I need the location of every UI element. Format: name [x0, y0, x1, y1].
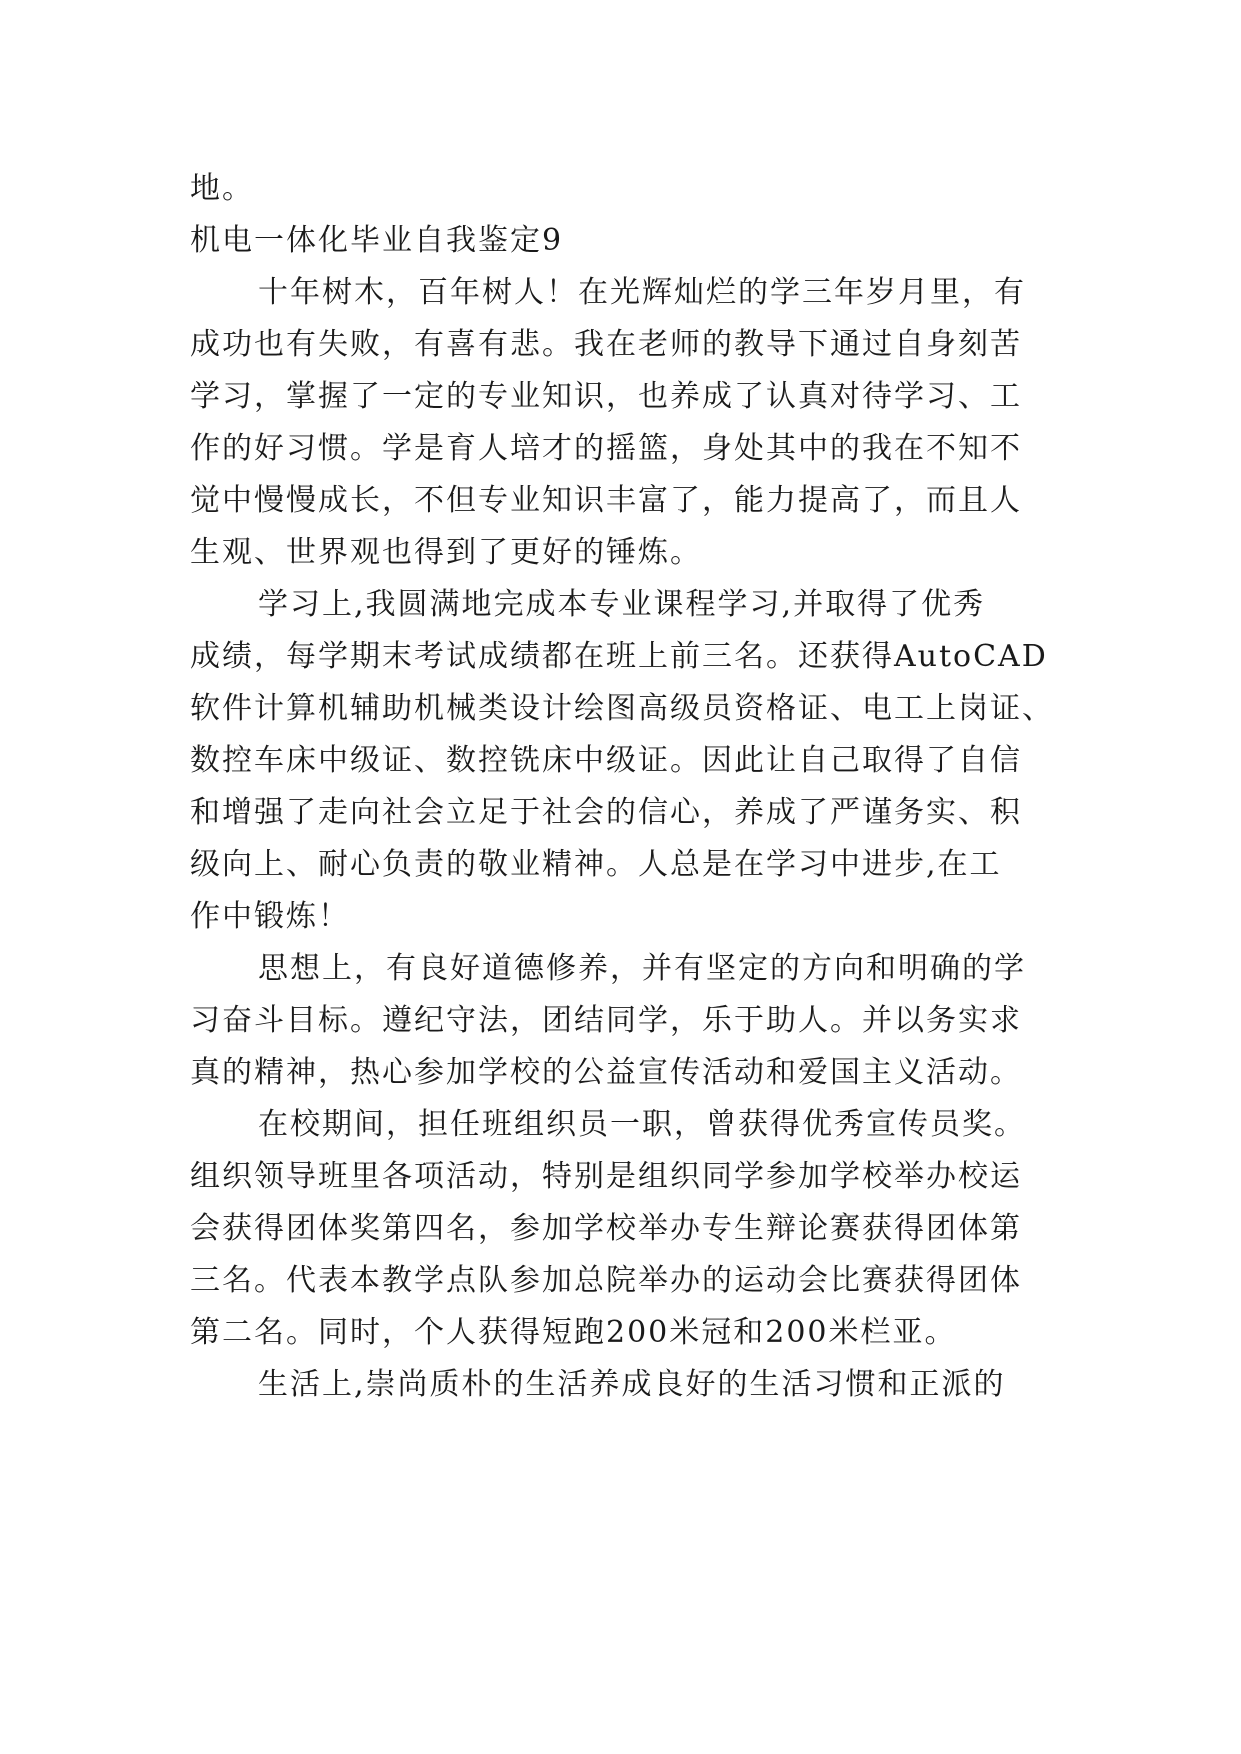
text-line: 在校期间，担任班组织员一职，曾获得优秀宣传员奖。 — [258, 1107, 1026, 1142]
text-line: 组织领导班里各项活动，特别是组织同学参加学校举办校运 — [190, 1159, 1022, 1194]
text-line: 级向上、耐心负责的敬业精神。人总是在学习中进步,在工 — [190, 847, 1002, 882]
text-line: 会获得团体奖第四名，参加学校举办专生辩论赛获得团体第 — [190, 1211, 1022, 1246]
text-line: 习奋斗目标。遵纪守法，团结同学，乐于助人。并以务实求 — [190, 1003, 1022, 1038]
text-line: 作中锻炼！ — [190, 899, 350, 934]
text-line: 学习，掌握了一定的专业知识，也养成了认真对待学习、工 — [190, 379, 1022, 414]
text-line: 思想上，有良好道德修养，并有坚定的方向和明确的学 — [258, 951, 1026, 986]
document-body — [190, 163, 1054, 1411]
text-line: 和增强了走向社会立足于社会的信心，养成了严谨务实、积 — [190, 795, 1022, 830]
text-line: 生观、世界观也得到了更好的锤炼。 — [190, 535, 702, 570]
text-line: 地。 — [190, 171, 254, 206]
text-line: 成绩，每学期末考试成绩都在班上前三名。还获得AutoCAD — [190, 639, 1048, 674]
text-line: 数控车床中级证、数控铣床中级证。因此让自己取得了自信 — [190, 743, 1022, 778]
text-line: 成功也有失败，有喜有悲。我在老师的教导下通过自身刻苦 — [190, 327, 1022, 362]
text-line: 生活上,崇尚质朴的生活养成良好的生活习惯和正派的 — [258, 1367, 1006, 1402]
text-line: 作的好习惯。学是育人培才的摇篮，身处其中的我在不知不 — [190, 431, 1022, 466]
text-line: 真的精神，热心参加学校的公益宣传活动和爱国主义活动。 — [190, 1055, 1022, 1090]
text-line: 十年树木，百年树人！在光辉灿烂的学三年岁月里，有 — [258, 275, 1026, 310]
text-line: 第二名。同时，个人获得短跑200米冠和200米栏亚。 — [190, 1315, 957, 1350]
section-title: 机电一体化毕业自我鉴定9 — [190, 223, 564, 258]
text-line: 学习上,我圆满地完成本专业课程学习,并取得了优秀 — [258, 587, 986, 622]
text-line: 软件计算机辅助机械类设计绘图高级员资格证、电工上岗证、 — [190, 691, 1054, 726]
text-line: 觉中慢慢成长，不但专业知识丰富了，能力提高了，而且人 — [190, 483, 1022, 518]
text-line: 三名。代表本教学点队参加总院举办的运动会比赛获得团体 — [190, 1263, 1022, 1298]
